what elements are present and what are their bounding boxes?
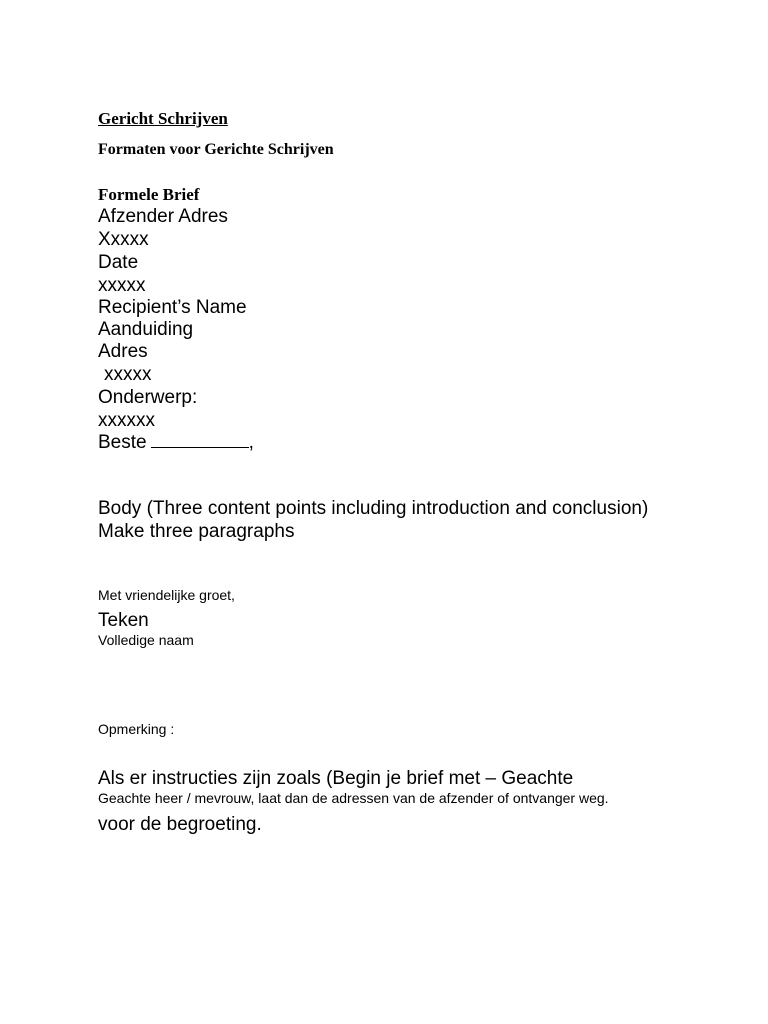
recipient-name-label: Recipient’s Name: [98, 297, 247, 318]
date-label: Date: [98, 252, 139, 273]
body-instruction-line-1: Body (Three content points including introduction and conclusion): [98, 498, 649, 519]
sign-label: Teken: [98, 610, 149, 631]
sender-address-value: Xxxxx: [98, 229, 149, 250]
note-line-1: Als er instructies zijn zoals (Begin je brief met – Geachte: [98, 768, 574, 789]
note-line-3: voor de begroeting.: [98, 814, 262, 835]
closing-phrase: Met vriendelijke groet,: [98, 587, 235, 603]
address-label: Adres: [98, 341, 148, 362]
subject-label: Onderwerp:: [98, 387, 198, 408]
address-value: xxxxx: [104, 364, 152, 385]
body-instruction-line-2: Make three paragraphs: [98, 521, 295, 542]
salutation-prefix: Beste: [98, 432, 147, 453]
salutation-blank: [151, 433, 249, 448]
note-label: Opmerking :: [98, 721, 175, 737]
section-heading: Formele Brief: [98, 185, 200, 204]
full-name-label: Volledige naam: [98, 632, 194, 648]
designation-label: Aanduiding: [98, 319, 194, 340]
note-line-2: Geachte heer / mevrouw, laat dan de adressen van de afzender of ontvanger weg.: [98, 790, 609, 806]
sender-address-label: Afzender Adres: [98, 206, 228, 227]
subject-value: xxxxxx: [98, 410, 155, 431]
date-value: xxxxx: [98, 275, 146, 296]
document-subtitle: Formaten voor Gerichte Schrijven: [98, 141, 334, 158]
document-title: Gericht Schrijven: [98, 109, 228, 128]
salutation-suffix: ,: [248, 432, 254, 453]
salutation-line: [98, 433, 254, 452]
